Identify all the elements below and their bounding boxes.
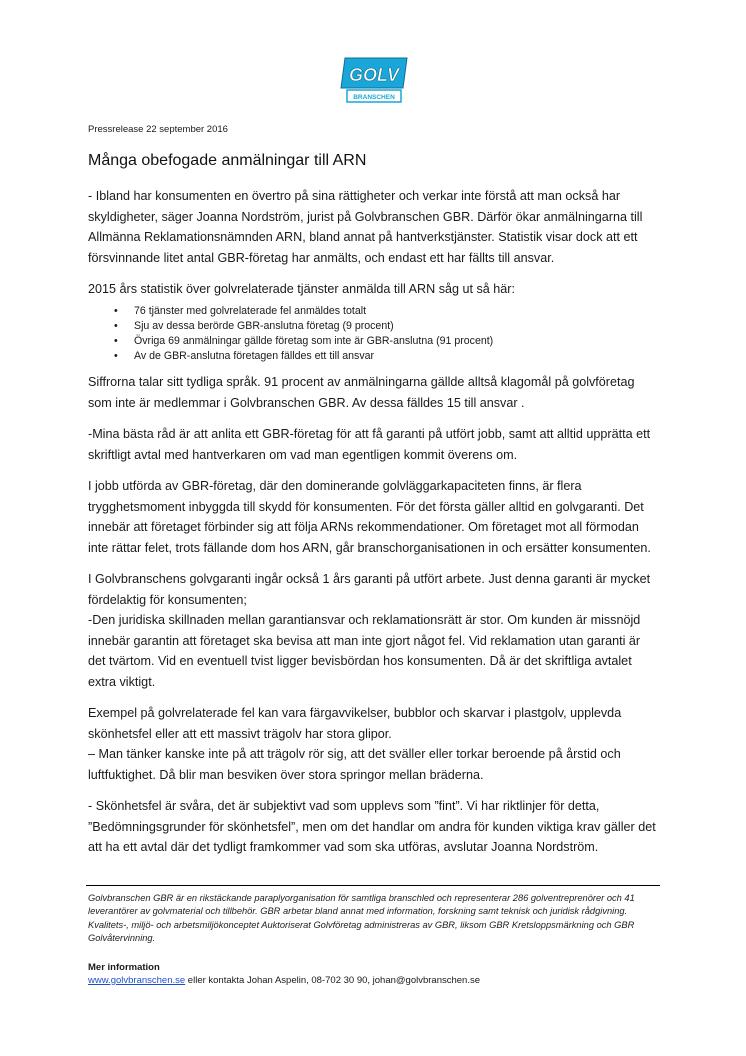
bullet-icon: • [114,334,118,347]
logo-wordmark: GOLV [348,65,400,85]
logo-subtitle: BRANSCHEN [353,94,395,101]
golvbranschen-logo [337,54,411,106]
paragraph-wood-floor: – Man tänker kanske inte på att trägolv rör sig, att det sväller eller torkar beroende på årstid och luftfuktighet. Då blir man besviken över stora springor mellan bräderna. [88,747,621,782]
footer-divider [86,885,660,886]
contact-line [88,975,480,986]
paragraph-beauty-defects: - Skönhetsfel är svåra, det är subjektivt vad som upplevs som ”fint”. Vi har riktlinjer för detta, ”Bedömningsgrunder för skönhetsfel”, men om det handlar om andra för kunden viktiga krav gäller det att ha ett avtal där det tydligt framkommer vad som ska utföras, avslutar Joanna Nordström. [88,799,656,855]
article-body [88,186,660,869]
more-info-heading: Mer information [88,962,160,973]
list-item: • Sju av dessa berörde GBR-anslutna företag (9 procent) [114,319,660,334]
paragraph-legal-difference: -Den juridiska skillnaden mellan garantiansvar och reklamationsrätt är stor. Om kunden är missnöjd innebär garantin att företaget ska bevisa att man inte gjort något fel. Vid reklamation utan garanti är det tvärtom. Vid en eventuell tvist ligger bevisbördan hos konsumenten. Då är det skriftliga avtalet extra viktigt. [88,613,641,689]
list-item: • Av de GBR-anslutna företagen fälldes ett till ansvar [114,349,660,364]
paragraph-gbr-jobs: I jobb utförda av GBR-företag, där den dominerande golvläggarkapaciteten finns, är flera trygghetsmoment inbyggda till skydd för konsumenten. För det första gäller alltid en golvgaranti. Det innebär att företaget förbinder sig att följa ARNs rekommendationer. Om företaget mot all förmodan inte rättar felet, trots fällande dom hos ARN, går branschorganisationen in och ersätter konsumenten. [88,479,651,555]
organization-description: Golvbranschen GBR är en rikstäckande paraplyorganisation för samtliga branschled och representerar 286 golventreprenörer och 41 leverantörer av golvmaterial och tillbehör. GBR arbetar bland annat med information, forskning samt teknisk och juridisk rådgivning. Kvalitets-, miljö- och arbetsmiljökonceptet Auktoriserat Golvföretag administreras av GBR, liksom GBR Kretsloppsmärkning och GBR Golvåtervinning. [88,893,635,943]
contact-details: eller kontakta Johan Aspelin, 08-702 30 90, johan@golvbranschen.se [185,975,481,986]
paragraph-figures: Siffrorna talar sitt tydliga språk. 91 procent av anmälningarna gällde alltså klagomål på golvföretag som inte är medlemmar i Golvbranschen GBR. Av dessa fälldes 15 till ansvar . [88,375,635,410]
paragraph-guarantee: I Golvbranschens golvgaranti ingår också 1 års garanti på utfört arbete. Just denna garanti är mycket fördelaktig för konsumenten; [88,572,651,607]
paragraph-advice: -Mina bästa råd är att anlita ett GBR-företag för att få garanti på utfört jobb, samt att alltid upprätta ett skriftligt avtal med hantverkaren om vad man egentligen kommit överens om. [88,427,651,462]
bullet-icon: • [114,350,118,363]
bullet-icon: • [114,304,118,317]
list-item: • Övriga 69 anmälningar gällde företag som inte är GBR-anslutna (91 procent) [114,334,660,349]
paragraph-examples: Exempel på golvrelaterade fel kan vara färgavvikelser, bubblor och skarvar i plastgolv, upplevda skönhetsfel eller att ett massivt trägolv har stora glipor. [88,706,622,741]
press-release-date: Pressrelease 22 september 2016 [88,124,228,135]
bullet-icon: • [114,319,118,332]
paragraph-intro: - Ibland har konsumenten en övertro på sina rättigheter och verkar inte förstå att man också har skyldigheter, säger Joanna Nordström, jurist på Golvbranschen GBR. Därför ökar anmälningarna till Allmänna Reklamationsnämnden ARN, bland annat på hantverkstjänster. Statistik visar dock att ett försvinnande litet antal GBR-företag har anmälts, och endast ett har fällts till ansvar. [88,189,643,265]
website-link[interactable]: www.golvbranschen.se [88,975,186,986]
statistics-list [88,304,660,365]
page-title: Många obefogade anmälningar till ARN [88,152,367,169]
paragraph-statistics-intro: 2015 års statistik över golvrelaterade tjänster anmälda till ARN såg ut så här: [88,282,516,296]
list-item: • 76 tjänster med golvrelaterade fel anmäldes totalt [114,304,660,319]
